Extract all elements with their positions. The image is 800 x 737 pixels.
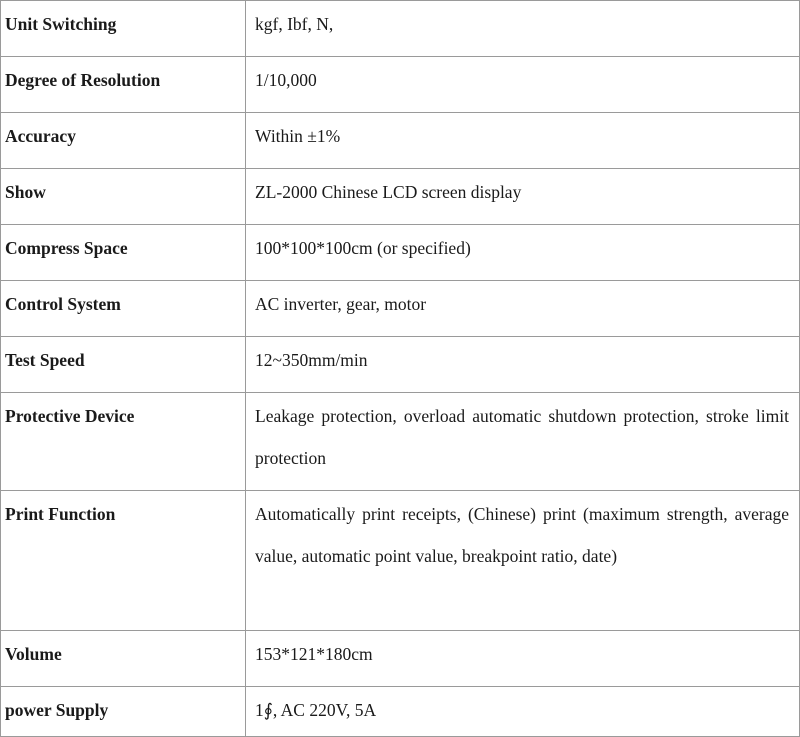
spec-label: Print Function [1,491,246,631]
spec-label: Degree of Resolution [1,57,246,113]
table-row [1,631,800,687]
spec-label: Control System [1,281,246,337]
spec-value: ZL-2000 Chinese LCD screen display [246,169,800,225]
table-row [1,225,800,281]
spec-value: 1/10,000 [246,57,800,113]
table-row [1,337,800,393]
spec-value: kgf, Ibf, N, [246,1,800,57]
spec-value: Automatically print receipts, (Chinese) print (maximum strength, average value, automatic point value, breakpoint ratio, date) [246,491,800,631]
spec-label: Compress Space [1,225,246,281]
spec-label: Accuracy [1,113,246,169]
spec-label: Protective Device [1,393,246,491]
spec-value: 12~350mm/min [246,337,800,393]
spec-value: Within ±1% [246,113,800,169]
spec-value: 1∮, AC 220V, 5A [246,687,800,737]
spec-label: Test Speed [1,337,246,393]
table-row [1,393,800,491]
table-row [1,113,800,169]
spec-label: power Supply [1,687,246,737]
spec-value: 153*121*180cm [246,631,800,687]
table-row [1,687,800,737]
spec-label: Volume [1,631,246,687]
spec-value: AC inverter, gear, motor [246,281,800,337]
table-row [1,169,800,225]
spec-label: Show [1,169,246,225]
table-row [1,1,800,57]
table-row [1,491,800,631]
spec-value: Leakage protection, overload automatic shutdown protection, stroke limit protection [246,393,800,491]
table-row [1,281,800,337]
table-row [1,57,800,113]
spec-value: 100*100*100cm (or specified) [246,225,800,281]
spec-label: Unit Switching [1,1,246,57]
